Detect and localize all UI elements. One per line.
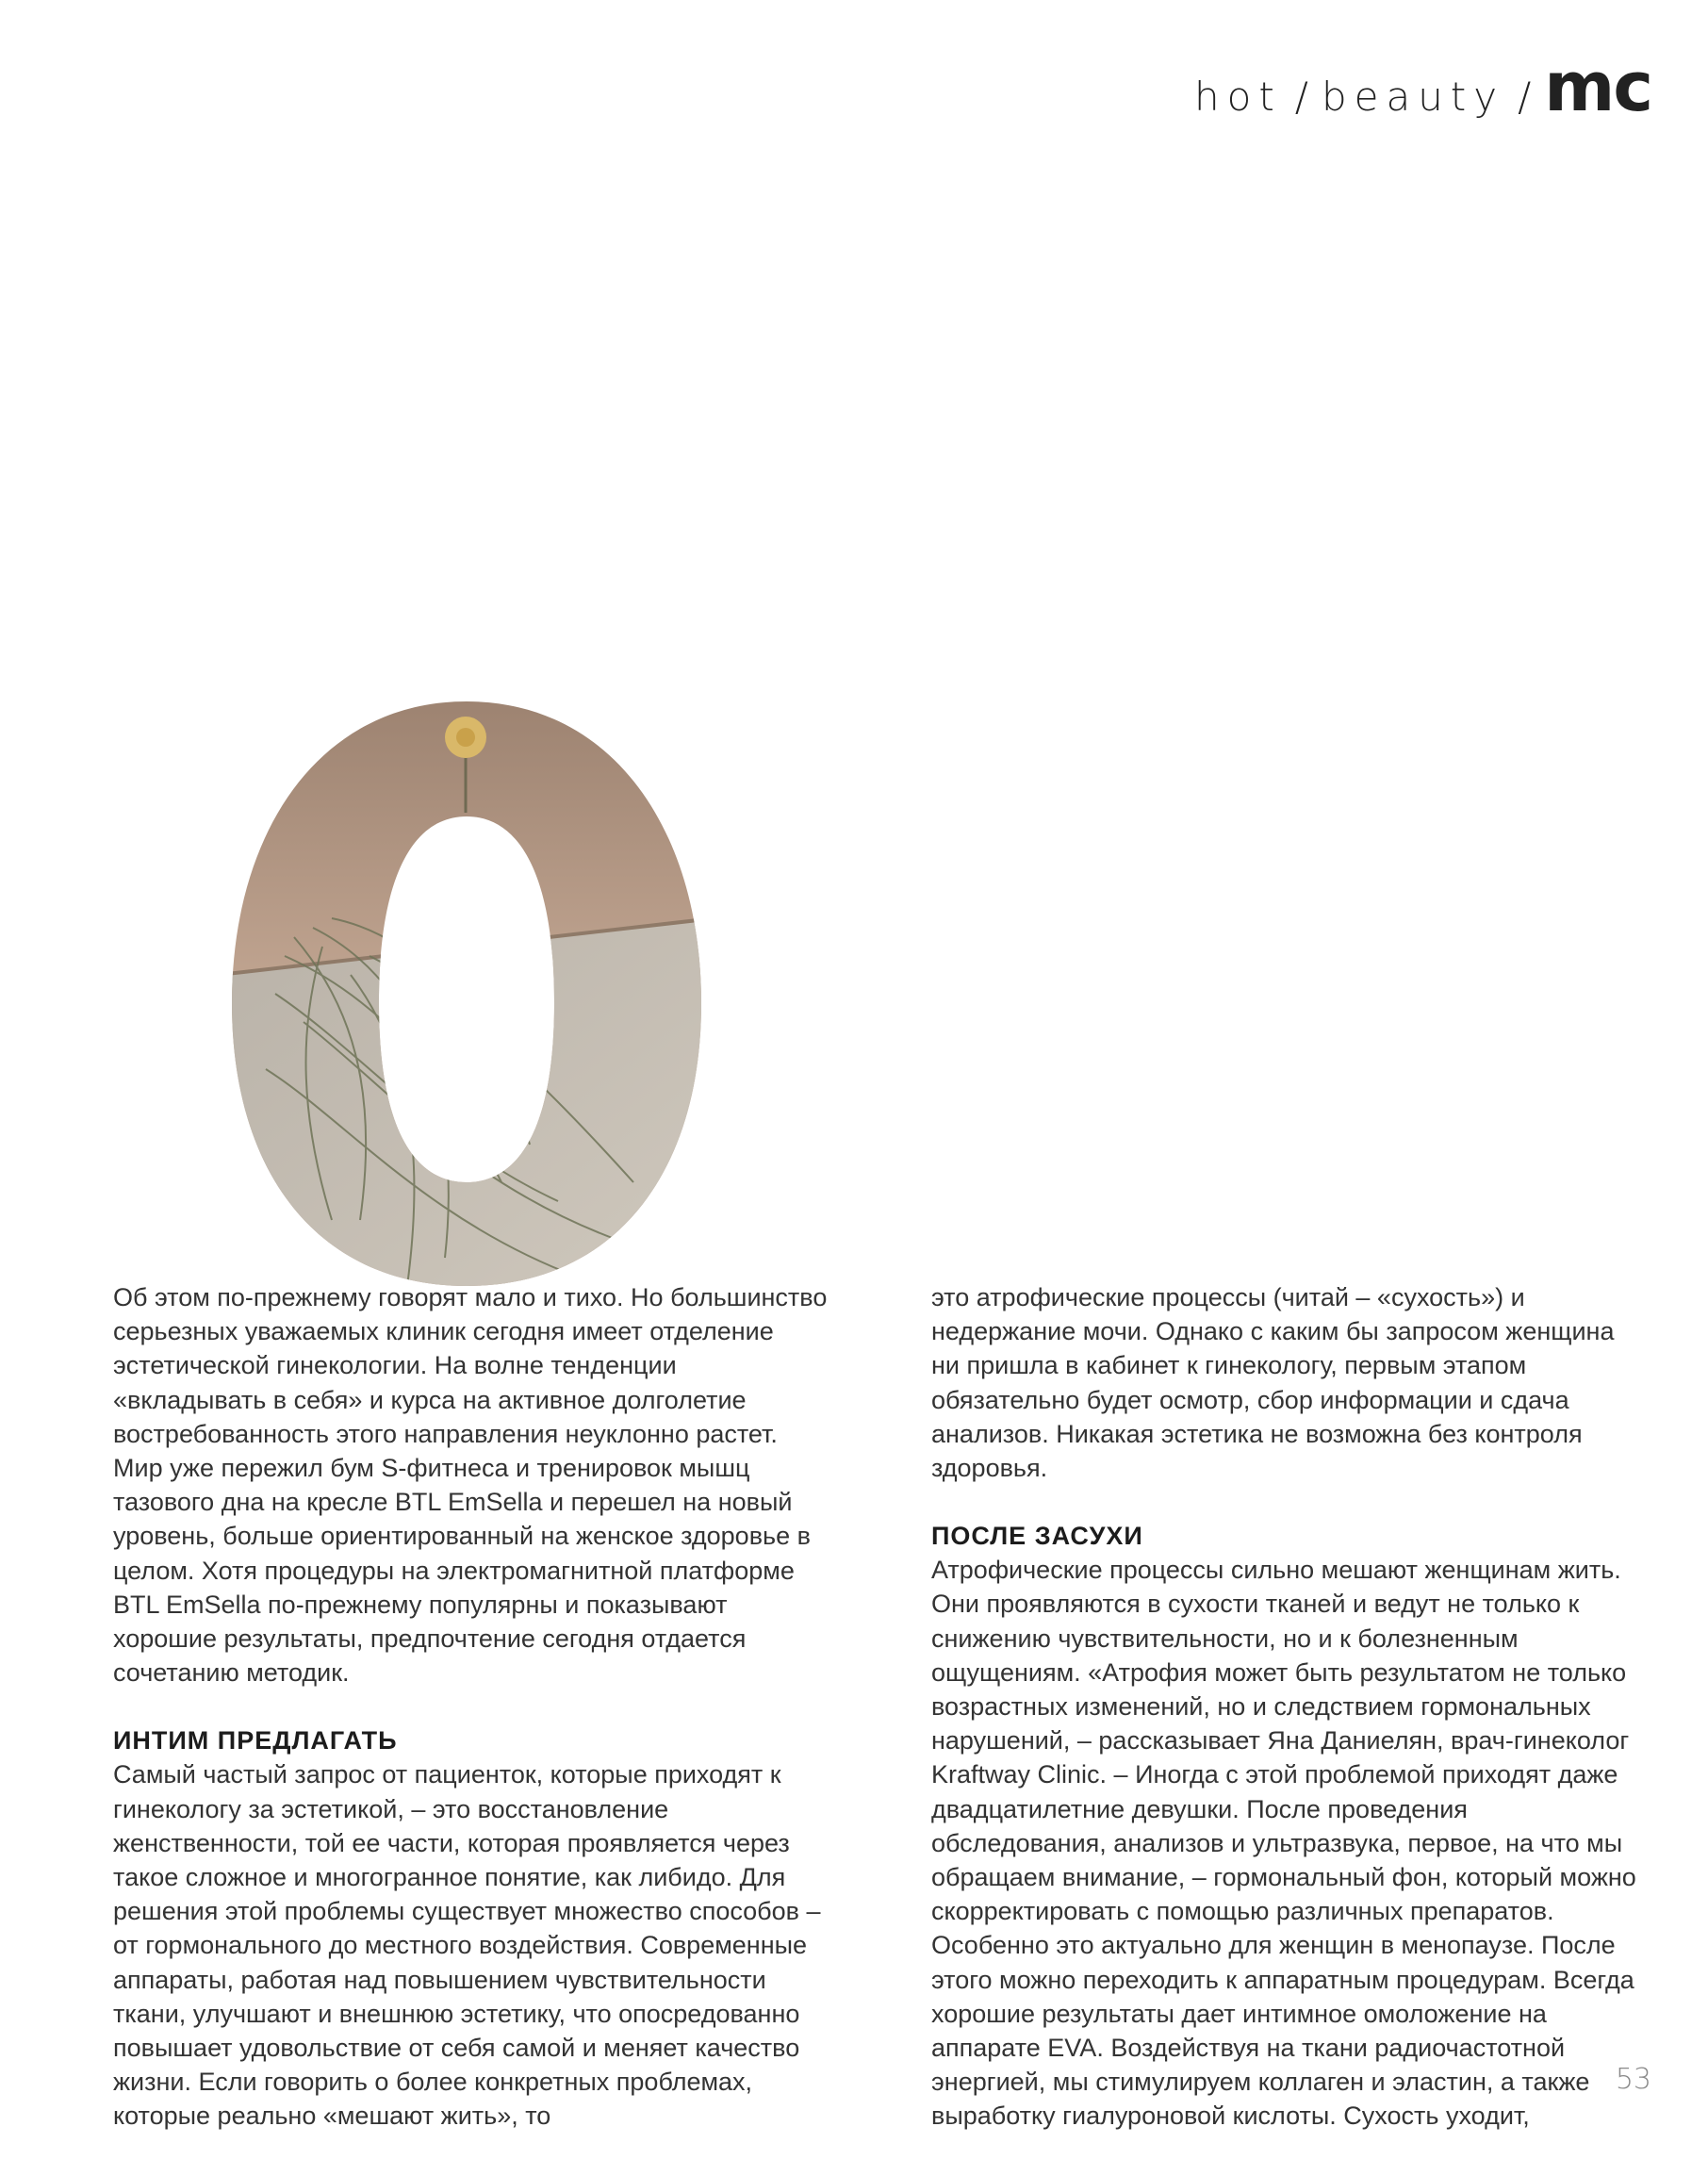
section-label-beauty: beauty — [1321, 74, 1505, 120]
article-column-right — [931, 1280, 1648, 2134]
article-body-paragraph: Атрофические процессы сильно мешают женщинам жить. Они проявляются в сухости тканей и ведут не только к снижению чувствительности, но и к болезненным ощущениям. «Атрофия может быть результатом не только возрастных изменений, но и следствием гормональных нарушений, – рассказывает Яна Даниелян, врач-гинеколог Kraftway Clinic. – Иногда с этой проблемой приходят даже двадцатилетние девушки. После проведения обследования, анализов и ультразвука, первое, на что мы обращаем внимание, – гормональный фон, который можно скорректировать с помощью различных препаратов. Особенно это актуально для женщин в менопаузе. После этого можно переходить к аппаратным процедурам. Всегда хорошие результаты дает интимное омоложение на аппарате EVA. Воздействуя на ткани радиочастотной энергией, мы стимулируем коллаген и эластин, а также выработку гиалуроновой кислоты. Сухость уходит, — [931, 1556, 1636, 2131]
page-number: 53 — [1615, 2063, 1651, 2096]
section-heading-after-drought: ПОСЛЕ ЗАСУХИ — [931, 1522, 1143, 1551]
article-intro-paragraph: Об этом по-прежнему говорят мало и тихо. Но большинство серьезных уважаемых клиник сегодня имеет отделение эстетической гинекологии. На волне тенденции «вкладывать в себя» и курса на активное долголетие востребованность этого направления неуклонно растет. Мир уже пережил бум S-фитнеса и тренировок мышц тазового дна на кресле BTL EmSella и перешел на новый уровень, больше ориентированный на женское здоровье в целом. Хотя процедуры на электромагнитной платформе BTL EmSella по-прежнему популярны и показывают хорошие результаты, предпочтение сегодня отдается сочетанию методик. — [113, 1283, 828, 1688]
section-heading-intimate: ИНТИМ ПРЕДЛАГАТЬ — [113, 1726, 398, 1756]
page-header — [1194, 47, 1651, 126]
breadcrumb-separator: / — [1518, 74, 1532, 120]
dropcap-photo-letter — [219, 692, 714, 1295]
article-column-left — [113, 1280, 829, 2134]
breadcrumb-separator: / — [1294, 74, 1308, 120]
article-continuation-paragraph: это атрофические процессы (читай – «сухость») и недержание мочи. Однако с каким бы запросом женщина ни пришла в кабинет к гинекологу, первым этапом обязательно будет осмотр, сбор информации и сдача анализов. Никакая эстетика не возможна без контроля здоровья. — [931, 1283, 1615, 1483]
brand-logo: mc — [1544, 47, 1651, 126]
article-body-paragraph: Самый частый запрос от пациенток, которые приходят к гинекологу за эстетикой, – это восстановление женственности, той ее части, которая проявляется через такое сложное и многогранное понятие, как либидо. Для решения этой проблемы существует множество способов – от гормонального до местного воздействия. Современные аппараты, работая над повышением чувствительности ткани, улучшают и внешнюю эстетику, что опосредованно повышает удовольствие от себя самой и меняет качество жизни. Если говорить о более конкретных проблемах, которые реально «мешают жить», то — [113, 1760, 821, 2131]
section-label-hot: hot — [1194, 74, 1282, 120]
